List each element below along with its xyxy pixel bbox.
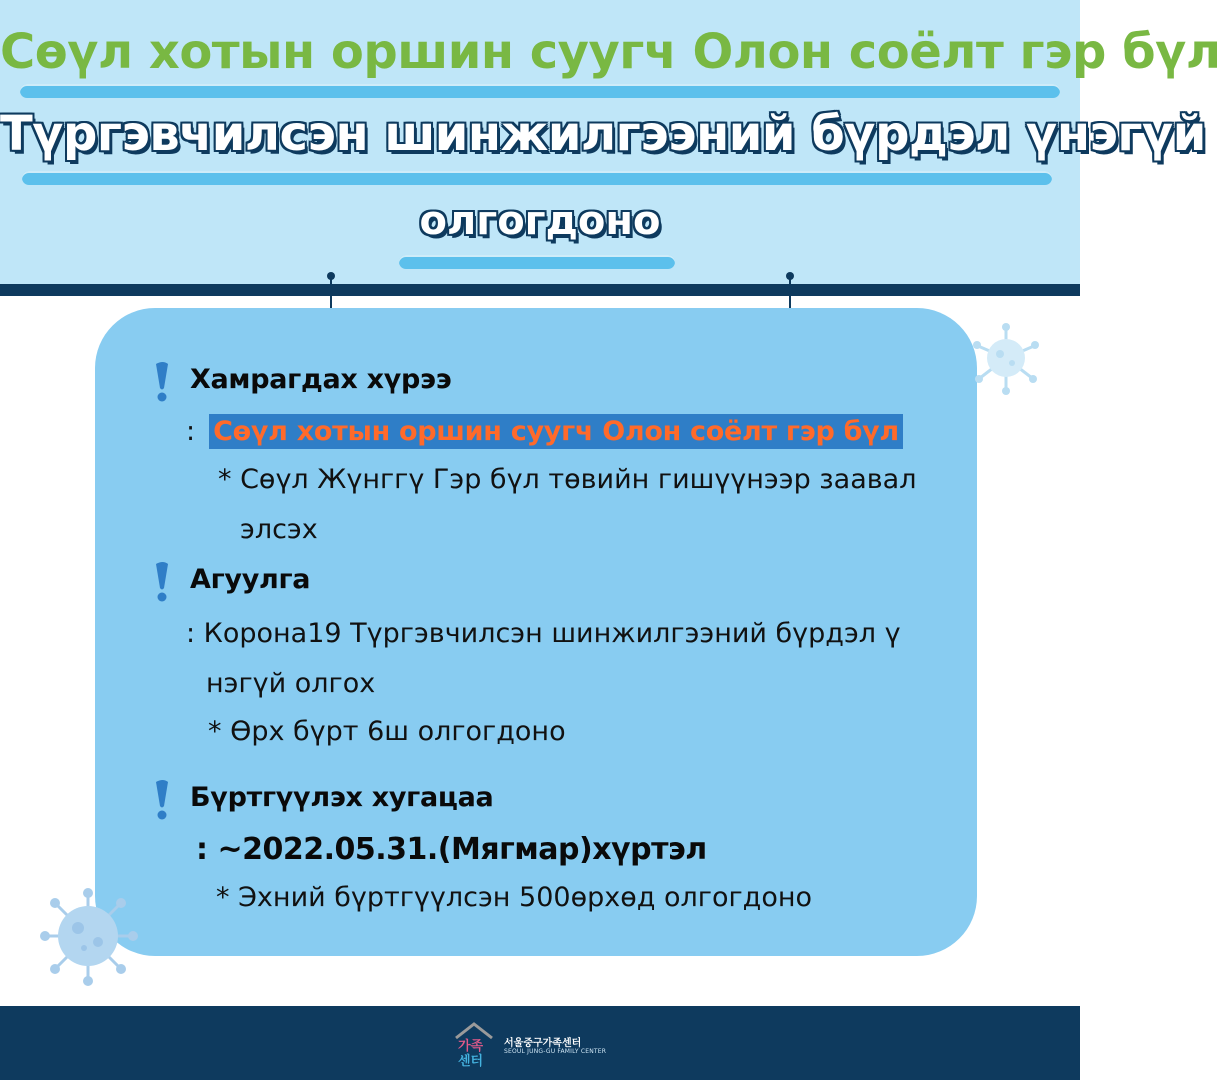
family-center-logo — [452, 1020, 632, 1068]
section-heading: Агуулга — [190, 564, 311, 595]
exclamation-icon — [150, 778, 176, 822]
content-line2: нэгүй олгох — [206, 668, 376, 699]
org-name-english: SEOUL JUNG-GU FAMILY CENTER — [504, 1048, 607, 1055]
underline-bar — [20, 84, 1060, 98]
period-date: : ~2022.05.31.(Мягмар)хүртэл — [196, 832, 707, 867]
colon: : — [186, 416, 196, 447]
content-line1: : Корона19 Түргэвчилсэн шинжилгээний бүрдэл ү — [186, 618, 901, 649]
target-note-line1: * Сөүл Жүнггү Гэр бүл төвийн гишүүнээр заавал — [218, 464, 917, 495]
logo-mark-bottom: 센터 — [458, 1054, 484, 1069]
page-subtitle-line1: Түргэвчилсэн шинжилгээний бүрдэл үнэгүй — [0, 106, 1206, 162]
section-heading: Бүртгүүлэх хугацаа — [190, 782, 494, 813]
family-center-logo-mark — [452, 1020, 496, 1068]
period-note: * Эхний бүртгүүлсэн 500өрхөд олгогдоно — [216, 882, 813, 913]
org-name-korean: 서울중구가족센터 — [504, 1038, 582, 1049]
highlight-text: Сөүл хотын оршин суугч Олон соёлт гэр бүл — [209, 414, 903, 449]
target-note-line2: элсэх — [240, 514, 318, 545]
virus-icon — [970, 318, 1042, 400]
underline-bar — [399, 255, 675, 269]
header-divider — [0, 284, 1080, 296]
page-subtitle-line2: олгогдоно — [419, 198, 661, 244]
underline-bar — [22, 171, 1052, 185]
exclamation-icon — [150, 560, 176, 604]
logo-mark-top: 가족 — [458, 1039, 484, 1054]
target-highlight-row — [186, 414, 903, 449]
content-note: * Өрх бүрт 6ш олгогдоно — [208, 716, 566, 747]
exclamation-icon — [150, 360, 176, 404]
section-heading: Хамрагдах хүрээ — [190, 364, 452, 395]
virus-icon — [36, 884, 140, 988]
page-title: Сөүл хотын оршин суугч Олон соёлт гэр бүл — [0, 24, 1221, 80]
